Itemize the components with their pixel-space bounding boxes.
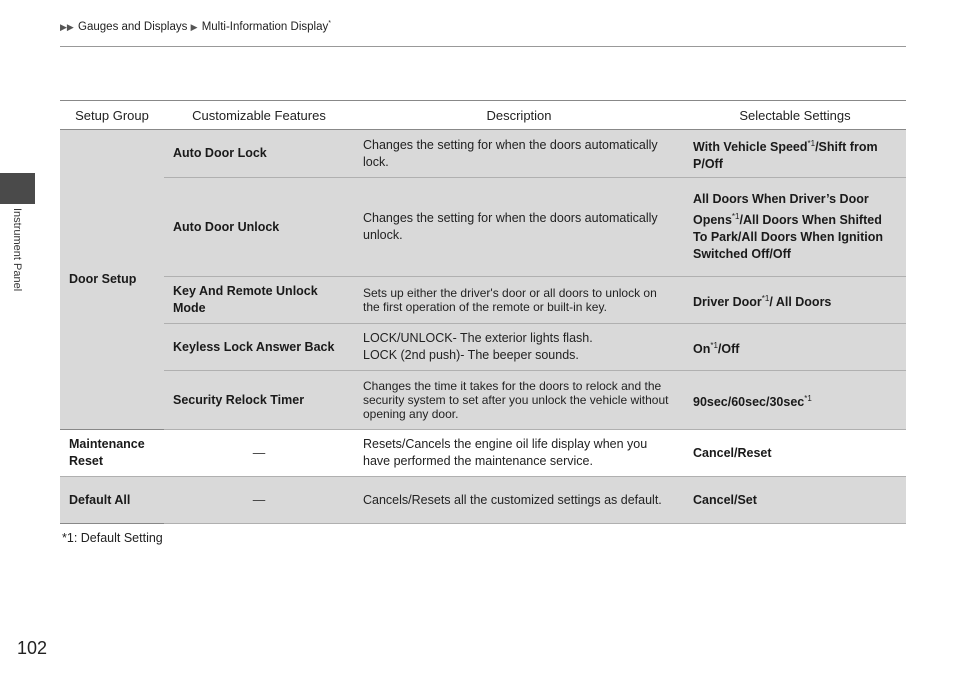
table-row — [60, 178, 906, 277]
description-cell: Changes the setting for when the doors automatically unlock. — [354, 178, 684, 277]
description-cell: Resets/Cancels the engine oil life display when you have performed the maintenance service. — [354, 430, 684, 477]
breadcrumb-asterisk: * — [328, 20, 331, 27]
breadcrumb — [60, 20, 331, 33]
table-row — [60, 477, 906, 524]
settings-table — [60, 100, 906, 524]
header-description: Description — [354, 101, 684, 130]
description-cell: LOCK/UNLOCK- The exterior lights flash. LOCK (2nd push)- The beeper sounds. — [354, 324, 684, 371]
table-row — [60, 371, 906, 430]
settings-cell: All Doors When Driver’s Door Opens$^{*1}$/All Doors When Shifted To Park/All Doors When Ignition Switched Off/Off — [684, 178, 906, 277]
description-cell: Cancels/Resets all the customized settings as default. — [354, 477, 684, 524]
feature-cell: Key And Remote Unlock Mode — [164, 277, 354, 324]
description-cell: Changes the time it takes for the doors to relock and the security system to set after you unlock the vehicle without opening any door. — [354, 371, 684, 430]
header-features: Customizable Features — [164, 101, 354, 130]
feature-cell: Keyless Lock Answer Back — [164, 324, 354, 371]
section-label: Instrument Panel — [11, 208, 23, 292]
group-default-all: Default All — [60, 477, 164, 524]
table-row — [60, 324, 906, 371]
feature-cell: Auto Door Lock — [164, 130, 354, 178]
settings-cell: With Vehicle Speed$^{*1}$/Shift from P/Off — [684, 130, 906, 178]
breadcrumb-item-gauges[interactable]: Gauges and Displays — [78, 20, 188, 33]
settings-cell: Cancel/Reset — [684, 430, 906, 477]
feature-cell: — — [164, 430, 354, 477]
group-door-setup: Door Setup — [60, 130, 164, 430]
double-arrow-icon: ▶▶ — [60, 21, 74, 32]
header-divider — [60, 46, 906, 47]
description-cell: Changes the setting for when the doors automatically lock. — [354, 130, 684, 178]
settings-cell: 90sec/60sec/30sec$^{*1}$ — [684, 371, 906, 430]
settings-cell: Driver Door$^{*1}$/ All Doors — [684, 277, 906, 324]
breadcrumb-item-mid[interactable]: Multi-Information Display — [201, 20, 329, 33]
header-setup-group: Setup Group — [60, 101, 164, 130]
settings-cell: On$^{*1}$/Off — [684, 324, 906, 371]
feature-cell: Auto Door Unlock — [164, 178, 354, 277]
footnote: *1: Default Setting — [62, 531, 163, 545]
table-header-row — [60, 101, 906, 130]
settings-cell: Cancel/Set — [684, 477, 906, 524]
feature-cell: — — [164, 477, 354, 524]
feature-cell: Security Relock Timer — [164, 371, 354, 430]
table-row — [60, 130, 906, 178]
group-maintenance-reset: Maintenance Reset — [60, 430, 164, 477]
description-cell: Sets up either the driver's door or all doors to unlock on the first operation of the remote or built-in key. — [354, 277, 684, 324]
header-settings: Selectable Settings — [684, 101, 906, 130]
arrow-icon: ▶ — [190, 21, 198, 32]
page-number: 102 — [17, 638, 48, 658]
table-row — [60, 277, 906, 324]
table-row — [60, 430, 906, 477]
